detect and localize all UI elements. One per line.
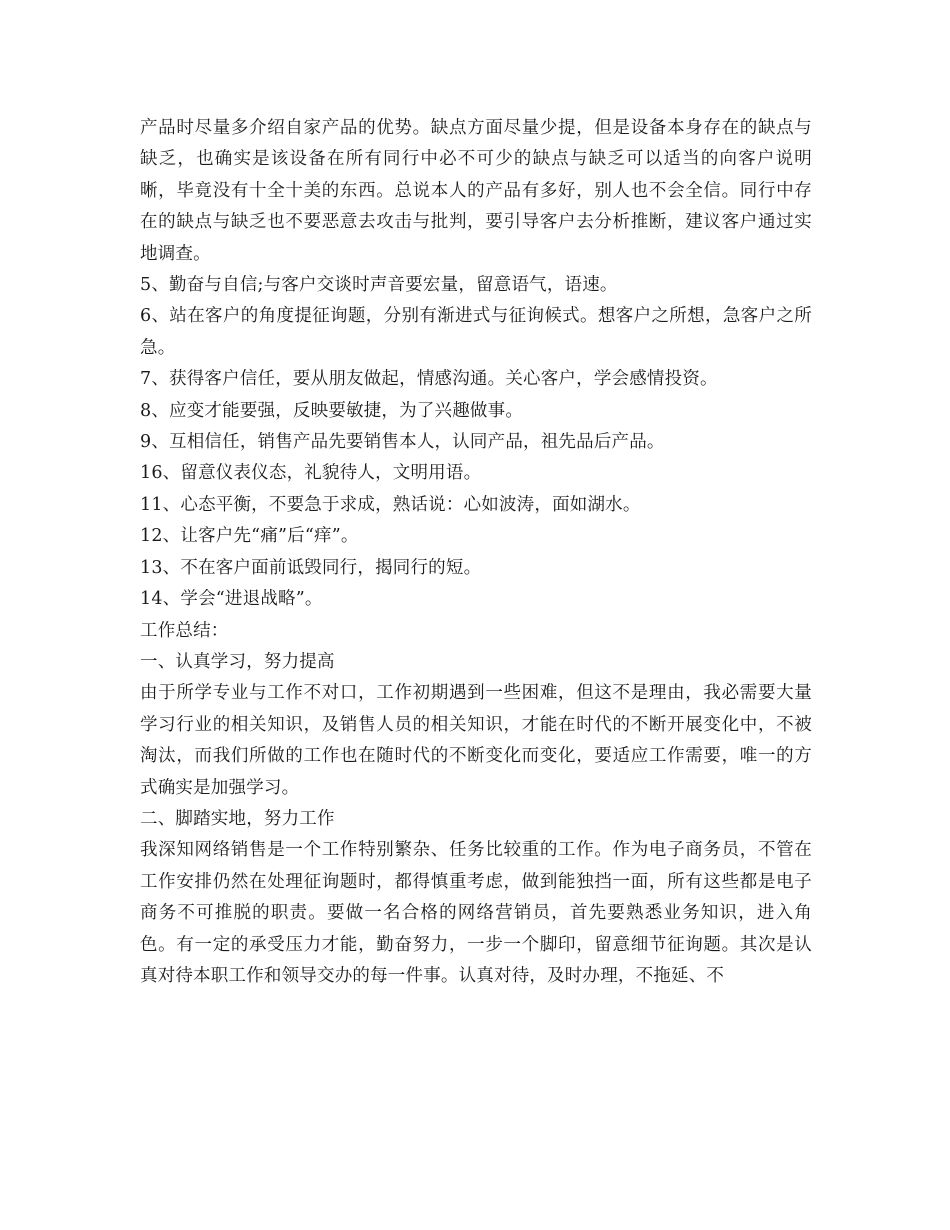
list-item-6: 6、站在客户的角度提征询题，分别有渐进式与征询候式。想客户之所想，急客户之所急。 <box>140 306 812 358</box>
paragraph-intro-continuation: 产品时尽量多介绍自家产品的优势。缺点方面尽量少提，但是设备本身存在的缺点与缺乏，也确实是该设备在所有同行中必不可少的缺点与缺乏可以适当的向客户说明晰，毕竟没有十全十美的东西。总说本人的产品有多好，别人也不会全信。同行中存在的缺点与缺乏也不要恶意去攻击与批判，要引导客户去分析推断，建议客户通过实地调查。 <box>140 118 812 264</box>
list-item-8: 8、应变才能要强，反映要敏捷，为了兴趣做事。 <box>140 400 524 421</box>
subheading-study: 一、认真学习，努力提高 <box>140 651 335 672</box>
list-item-16: 16、留意仪表仪态，礼貌待人，文明用语。 <box>140 463 482 484</box>
paragraph-work: 我深知网络销售是一个工作特别繁杂、任务比较重的工作。作为电子商务员，不管在工作安排仍然在处理征询题时，都得慎重考虑，做到能独挡一面，所有这些都是电子商务不可推脱的职责。要做一名合格的网络营销员，首先要熟悉业务知识，进入角色。有一定的承受压力才能，勤奋努力，一步一个脚印，留意细节征询题。其次是认真对待本职工作和领导交办的每一件事。认真对待，及时办理，不拖延、不 <box>140 840 812 986</box>
list-item-12: 12、让客户先“痛”后“痒”。 <box>140 526 359 547</box>
list-item-7: 7、获得客户信任，要从朋友做起，情感沟通。关心客户，学会感情投资。 <box>140 369 718 390</box>
list-item-13: 13、不在客户面前诋毁同行，揭同行的短。 <box>140 557 482 578</box>
document-page <box>140 113 812 992</box>
paragraph-study: 由于所学专业与工作不对口，工作初期遇到一些困难，但这不是理由，我必需要大量学习行业的相关知识，及销售人员的相关知识，才能在时代的不断开展变化中，不被淘汰，而我们所做的工作也在随时代的不断变化而变化，要适应工作需要，唯一的方式确实是加强学习。 <box>140 683 812 798</box>
list-item-9: 9、互相信任，销售产品先要销售本人，认同产品，祖先品后产品。 <box>140 432 665 453</box>
list-item-11: 11、心态平衡，不要急于求成，熟话说：心如波涛，面如湖水。 <box>140 494 641 515</box>
subheading-work: 二、脚踏实地，努力工作 <box>140 808 335 829</box>
list-item-14: 14、学会“进退战略”。 <box>140 589 323 610</box>
list-item-5: 5、勤奋与自信;与客户交谈时声音要宏量，留意语气，语速。 <box>140 275 618 296</box>
section-heading-summary: 工作总结： <box>140 620 229 641</box>
